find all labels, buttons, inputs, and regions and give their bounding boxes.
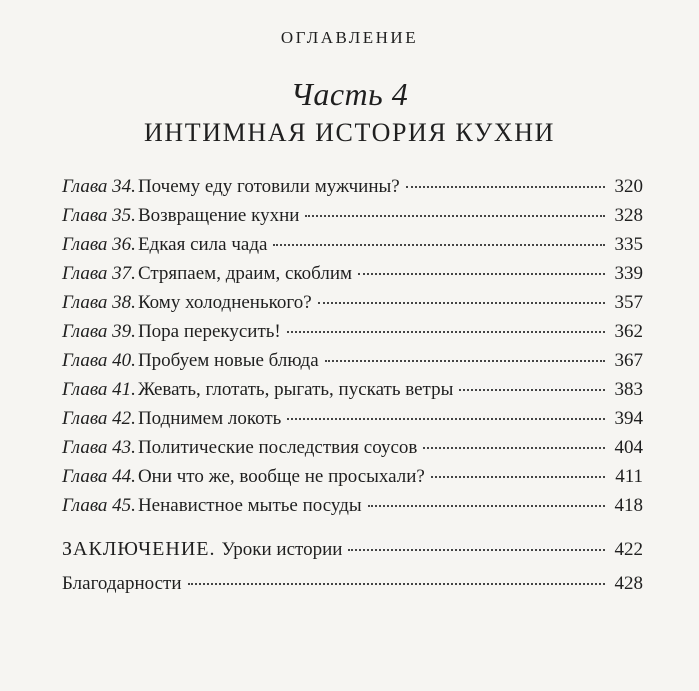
chapter-title: Ненавистное мытье посуды (137, 495, 362, 516)
page-number: 404 (614, 437, 643, 458)
section-gap (62, 524, 643, 538)
page-number: 394 (614, 408, 643, 429)
dot-leader (188, 583, 606, 585)
chapter-title: Пора перекусить! (137, 321, 281, 342)
toc-entry-34 (62, 176, 643, 205)
toc-entry-39 (62, 321, 643, 350)
chapter-title: Поднимем локоть (137, 408, 282, 429)
page-number: 362 (614, 321, 643, 342)
chapter-title: Жевать, глотать, рыгать, пускать ветры (137, 379, 454, 400)
chapter-number: Глава 35. (62, 205, 136, 226)
dot-leader (423, 447, 605, 449)
toc-entry-38 (62, 292, 643, 321)
acknowledgements-title: Благодарности (62, 573, 182, 594)
toc-entry-43 (62, 437, 643, 466)
toc-entry-45 (62, 495, 643, 524)
dot-leader (273, 244, 605, 246)
toc-entry-41 (62, 379, 643, 408)
part-label: Часть 4 (290, 76, 409, 112)
page-number: 335 (614, 234, 643, 255)
dot-leader (368, 505, 605, 507)
chapter-title: Возвращение кухни (137, 205, 300, 226)
chapter-title: Едкая сила чада (137, 234, 268, 255)
running-head: ОГЛАВЛЕНИЕ (280, 28, 419, 47)
dot-leader (325, 360, 605, 362)
dot-leader (358, 273, 605, 275)
toc-entry-35 (62, 205, 643, 234)
page-number: 320 (614, 176, 643, 197)
page-number: 422 (614, 539, 643, 560)
toc-entry-36 (62, 234, 643, 263)
toc-entry-44 (62, 466, 643, 495)
page-number: 367 (614, 350, 643, 371)
dot-leader (459, 389, 605, 391)
dot-leader (287, 418, 605, 420)
page-number: 357 (614, 292, 643, 313)
chapter-number: Глава 34. (62, 176, 136, 197)
toc-entry-conclusion (62, 538, 643, 567)
chapter-number: Глава 45. (62, 495, 136, 516)
chapter-title: Стряпаем, драим, скоблим (137, 263, 353, 284)
page-number: 428 (614, 573, 643, 594)
toc-entry-acknowledgements (62, 573, 643, 602)
chapter-number: Глава 37. (62, 263, 136, 284)
page-number: 418 (614, 495, 643, 516)
chapter-number: Глава 39. (62, 321, 136, 342)
conclusion-label: ЗАКЛЮЧЕНИЕ. (62, 538, 216, 560)
chapter-number: Глава 44. (62, 466, 136, 487)
dot-leader (318, 302, 605, 304)
chapter-title: Политические последствия соусов (137, 437, 418, 458)
chapter-number: Глава 42. (62, 408, 136, 429)
chapter-number: Глава 41. (62, 379, 136, 400)
dot-leader (406, 186, 605, 188)
chapter-number: Глава 40. (62, 350, 136, 371)
chapter-number: Глава 38. (62, 292, 136, 313)
table-of-contents (62, 176, 643, 602)
conclusion-title: Уроки истории (221, 539, 343, 560)
toc-entry-37 (62, 263, 643, 292)
chapter-title: Почему еду готовили мужчины? (137, 176, 400, 197)
page-number: 383 (614, 379, 643, 400)
page-number: 328 (614, 205, 643, 226)
page-number: 339 (614, 263, 643, 284)
dot-leader (431, 476, 605, 478)
dot-leader (287, 331, 605, 333)
toc-entry-42 (62, 408, 643, 437)
dot-leader (305, 215, 605, 217)
part-title: ИНТИМНАЯ ИСТОРИЯ КУХНИ (144, 118, 555, 147)
chapter-title: Пробуем новые блюда (137, 350, 319, 371)
toc-entry-40 (62, 350, 643, 379)
dot-leader (348, 549, 605, 551)
page-number: 411 (615, 466, 643, 487)
chapter-title: Кому холодненького? (137, 292, 312, 313)
chapter-title: Они что же, вообще не просыхали? (137, 466, 425, 487)
chapter-number: Глава 43. (62, 437, 136, 458)
chapter-number: Глава 36. (62, 234, 136, 255)
